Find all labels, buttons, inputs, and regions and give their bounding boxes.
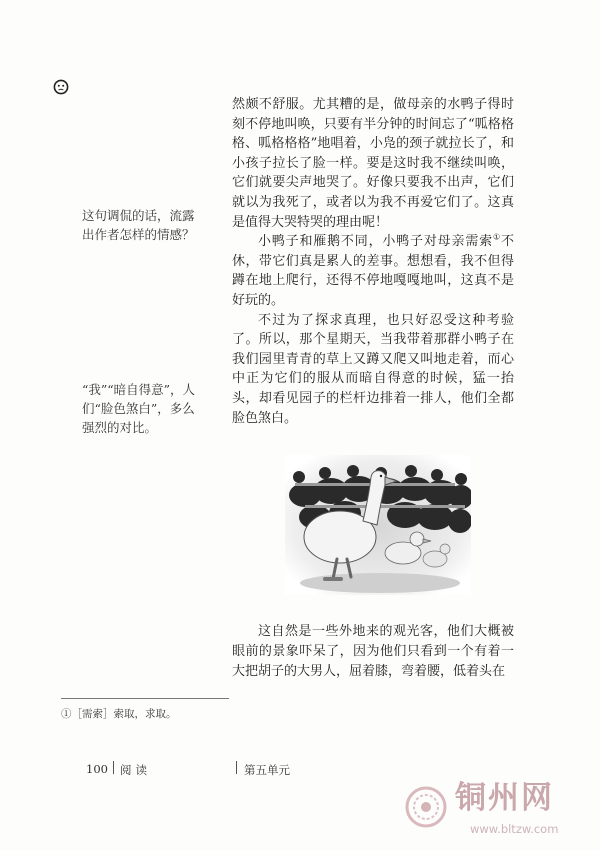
paragraph-4: 这自然是一些外地来的观光客，他们大概被眼前的景象吓呆了，因为他们只看到一个有着一大把胡子的大男人，屈着膝，弯着腰，低着头在	[232, 624, 514, 679]
watermark-url: www.bltzw.com	[470, 822, 559, 836]
main-text	[232, 95, 514, 428]
paragraph-1: 然颇不舒服。尤其糟的是，做母亲的水鸭子得时刻不停地叫唤，只要有半分钟的时间忘了“呱格格格、呱格格格”地唱着，小凫的颈子就拉长了，和小孩子拉长了脸一样。要是这时我不继续叫唤，它们就要尖声地哭了。好像只要我不出声，它们就以为我死了，或者以为我不再爱它们了。这真是值得大哭特哭的理由呢！	[232, 97, 514, 230]
footer-section: 阅读	[120, 763, 151, 777]
bottom-text	[232, 622, 514, 682]
footer-separator	[236, 761, 237, 774]
paragraph-2-text-b: 不休，带它们真是累人的差事。想想看，我不但得蹲在地上爬行，还得不停地嘎嘎地叫，这真不是好玩的。	[232, 234, 514, 308]
thinking-face-icon	[53, 79, 69, 95]
paragraph-2-text-a: 小鸭子和雁鹅不同，小鸭子对母亲需索	[258, 234, 493, 250]
paragraph-2	[232, 232, 514, 310]
footnote-marker: ①	[492, 232, 501, 242]
ducks-photo	[285, 455, 471, 595]
footnote: ①［需索］索取，求取。	[61, 708, 177, 720]
watermark-title: 铜州网	[455, 780, 554, 816]
margin-note-contrast: “我”“暗自得意”，人们“脸色煞白”，多么强烈的对比。	[82, 382, 196, 435]
paragraph-3: 不过为了探求真理，也只好忍受这种考验了。所以，那个星期天，当我带着那群小鸭子在我们园里青青的草上又蹲又爬又叫地走着，而心中正为它们的服从而暗自得意的时候，猛一抬头，却看见园子的栏杆边排着一排人，他们全都脸色煞白。	[232, 312, 514, 426]
margin-note-question: 这句调侃的话，流露出作者怎样的情感？	[82, 208, 195, 242]
footnote-divider	[61, 698, 229, 699]
watermark-logo-icon	[404, 785, 448, 829]
footer-unit: 第五单元	[244, 763, 290, 777]
page-number: 100	[86, 762, 108, 776]
footer-separator	[113, 761, 114, 774]
